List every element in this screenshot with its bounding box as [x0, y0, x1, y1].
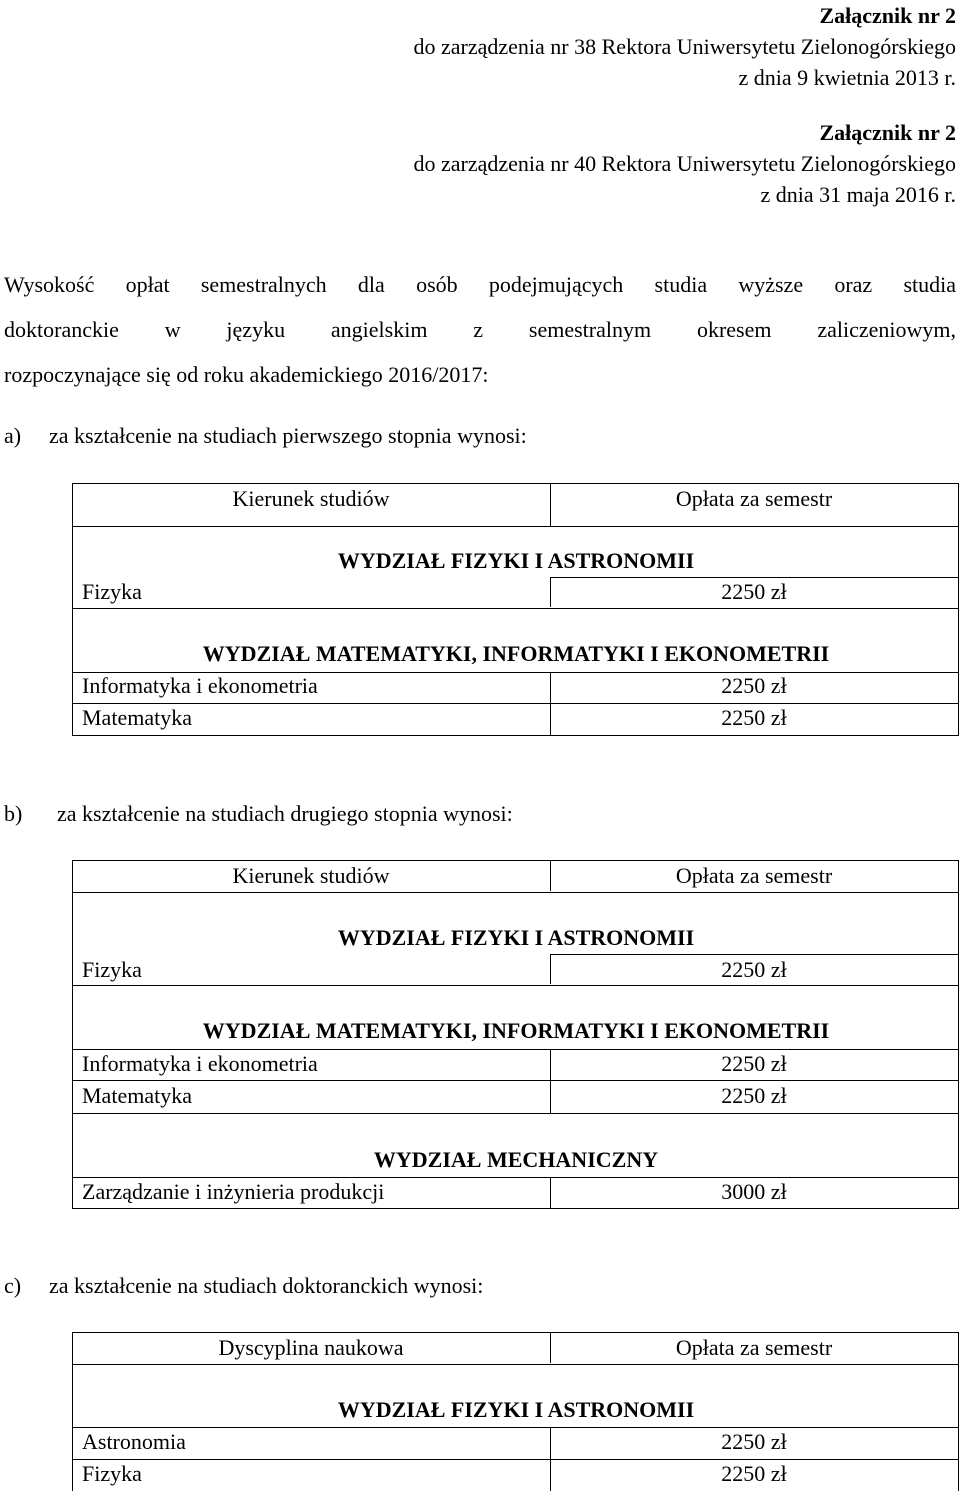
- column-header: Opłata za semestr: [675, 1335, 833, 1360]
- faculty-heading: WYDZIAŁ FIZYKI I ASTRONOMII: [337, 548, 695, 573]
- column-header: Dyscyplina naukowa: [218, 1335, 404, 1360]
- section-heading-c: [4, 1273, 483, 1299]
- intro-line: Wysokość opłat semestralnych dla osób podejmujących studia wyższe oraz studia: [4, 272, 956, 297]
- table-row-fee: 2250 zł: [721, 673, 787, 698]
- attachment-header-2013: [414, 0, 956, 93]
- faculty-heading: WYDZIAŁ FIZYKI I ASTRONOMII: [337, 925, 695, 950]
- section-label: c): [4, 1273, 22, 1298]
- faculty-heading: WYDZIAŁ MATEMATYKI, INFORMATYKI I EKONOMETRII: [202, 1018, 830, 1043]
- table-row-name: Informatyka i ekonometria: [82, 673, 318, 698]
- section-label: b): [4, 801, 23, 826]
- attachment-title: Załącznik nr 2: [819, 120, 956, 145]
- ordinance-date: z dnia 31 maja 2016 r.: [760, 182, 956, 207]
- intro-line: rozpoczynające się od roku akademickiego 2016/2017:: [4, 362, 489, 387]
- table-row-name: Fizyka: [82, 957, 142, 982]
- section-title: za kształcenie na studiach drugiego stopnia wynosi:: [57, 801, 513, 826]
- section-heading-b: [4, 801, 513, 827]
- faculty-heading: WYDZIAŁ MATEMATYKI, INFORMATYKI I EKONOMETRII: [202, 641, 830, 666]
- section-title: za kształcenie na studiach doktoranckich wynosi:: [49, 1273, 484, 1298]
- column-header: Kierunek studiów: [232, 863, 390, 888]
- table-row-name: Astronomia: [82, 1429, 186, 1454]
- ordinance-date: z dnia 9 kwietnia 2013 r.: [738, 65, 956, 90]
- fee-table-doctoral: [72, 1332, 959, 1491]
- intro-paragraph: [4, 262, 956, 397]
- table-row-fee: 2250 zł: [721, 1083, 787, 1108]
- table-row-fee: 2250 zł: [721, 579, 787, 604]
- ordinance-line: do zarządzenia nr 40 Rektora Uniwersytetu Zielonogórskiego: [413, 151, 956, 176]
- table-row-fee: 2250 zł: [721, 705, 787, 730]
- fee-table-first-cycle: [72, 483, 959, 736]
- table-row-name: Zarządzanie i inżynieria produkcji: [82, 1179, 385, 1204]
- table-row-fee: 2250 zł: [721, 1429, 787, 1454]
- table-row-fee: 3000 zł: [721, 1179, 787, 1204]
- attachment-header-2016: [414, 117, 956, 210]
- faculty-heading: WYDZIAŁ FIZYKI I ASTRONOMII: [337, 1397, 695, 1422]
- table-row-name: Informatyka i ekonometria: [82, 1051, 318, 1076]
- section-heading-a: [4, 423, 527, 449]
- section-title: za kształcenie na studiach pierwszego stopnia wynosi:: [49, 423, 527, 448]
- column-header: Opłata za semestr: [675, 863, 833, 888]
- table-row-name: Matematyka: [82, 1083, 192, 1108]
- table-row-fee: 2250 zł: [721, 957, 787, 982]
- section-label: a): [4, 423, 22, 448]
- faculty-heading: WYDZIAŁ MECHANICZNY: [373, 1147, 659, 1172]
- table-row-fee: 2250 zł: [721, 1051, 787, 1076]
- attachment-title: Załącznik nr 2: [819, 3, 956, 28]
- ordinance-line: do zarządzenia nr 38 Rektora Uniwersytetu Zielonogórskiego: [413, 34, 956, 59]
- table-row-name: Fizyka: [82, 1461, 142, 1486]
- table-row-name: Matematyka: [82, 705, 192, 730]
- column-header: Opłata za semestr: [675, 486, 833, 511]
- table-row-fee: 2250 zł: [721, 1461, 787, 1486]
- fee-table-second-cycle: [72, 860, 959, 1209]
- column-header: Kierunek studiów: [232, 486, 390, 511]
- table-row-name: Fizyka: [82, 579, 142, 604]
- intro-line: doktoranckie w języku angielskim z semestralnym okresem zaliczeniowym,: [4, 317, 956, 342]
